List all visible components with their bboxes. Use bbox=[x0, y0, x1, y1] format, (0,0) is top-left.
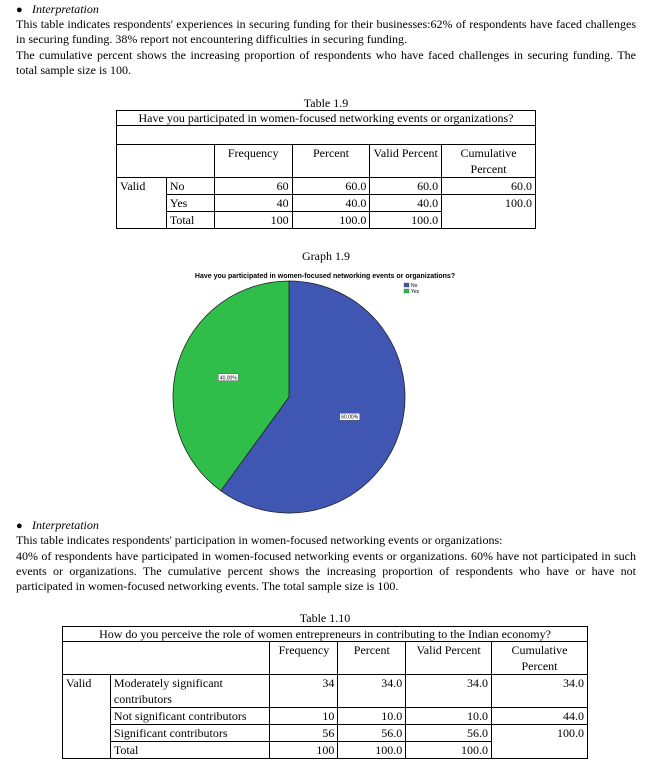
table110-valid-label: Valid bbox=[63, 675, 111, 708]
table19-valid-label: Valid bbox=[117, 178, 167, 195]
table-row: Total 100 100.0 100.0 bbox=[63, 742, 588, 759]
table110 bbox=[62, 626, 588, 759]
interpretation-bullet-2: ● Interpretation bbox=[16, 518, 99, 532]
section1-paragraph2: The cumulative percent shows the increasing proportion of respondents who have faced challenges in securing funding. The total sample size is 100. bbox=[16, 48, 636, 77]
table110-header-frequency: Frequency bbox=[270, 642, 338, 675]
table19-header-frequency: Frequency bbox=[214, 145, 292, 178]
table19-header-percent: Percent bbox=[292, 145, 370, 178]
pie-label-no: 60.00% bbox=[341, 414, 359, 421]
table-row: Yes 40 40.0 40.0 100.0 bbox=[117, 195, 536, 212]
interpretation-bullet-1: ● Interpretation bbox=[16, 2, 99, 16]
table110-caption: Table 1.10 bbox=[299, 611, 351, 625]
table19-question: Have you participated in women-focused networking events or organizations? bbox=[117, 111, 536, 126]
table19-header-cumulative-percent: Cumulative Percent bbox=[442, 145, 536, 178]
table110-question: How do you perceive the role of women entrepreneurs in contributing to the Indian economy? bbox=[63, 627, 588, 642]
bullet-icon: ● bbox=[16, 520, 23, 532]
table-row: Valid No 60 60.0 60.0 60.0 bbox=[117, 178, 536, 195]
table110-header-percent: Percent bbox=[338, 642, 406, 675]
table19 bbox=[116, 110, 536, 229]
chart-title: Have you participated in women-focused networking events or organizations? bbox=[194, 273, 456, 280]
legend-label-no: No bbox=[411, 283, 418, 289]
table19-caption: Table 1.9 bbox=[303, 96, 349, 110]
legend-swatch-no bbox=[404, 283, 409, 287]
table-row: Total 100 100.0 100.0 bbox=[117, 212, 536, 229]
graph19-caption: Graph 1.9 bbox=[302, 249, 350, 263]
table-row: Not significant contributors 10 10.0 10.0 44.0 bbox=[63, 708, 588, 725]
bullet-icon: ● bbox=[16, 4, 23, 16]
table-row: Valid Moderately significant contributors 34 34.0 34.0 34.0 bbox=[63, 675, 588, 708]
table19-header-valid-percent: Valid Percent bbox=[370, 145, 442, 178]
legend-swatch-yes bbox=[404, 289, 409, 293]
section1-paragraph1: This table indicates respondents' experiences in securing funding for their businesses:62% of respondents have faced challenges in securing funding. 38% report not encountering difficulties in securing funding. bbox=[16, 17, 636, 46]
pie-label-yes: 40.00% bbox=[219, 375, 237, 382]
legend bbox=[404, 283, 420, 295]
table-row: Significant contributors 56 56.0 56.0 100.0 bbox=[63, 725, 588, 742]
section2-paragraph2: 40% of respondents have participated in women-focused networking events or organizations. 60% have not participated in such events or organizations. The cumulative percent shows the increasing proportion of respondents who have or have not participated in women-focused networking events. The total sample size is 100. bbox=[16, 549, 636, 593]
legend-label-yes: Yes bbox=[411, 289, 420, 295]
table110-header-cumulative-percent: Cumulative Percent bbox=[492, 642, 588, 675]
pie-chart bbox=[160, 266, 500, 516]
table110-header-valid-percent: Valid Percent bbox=[406, 642, 492, 675]
section2-paragraph1: This table indicates respondents' participation in women-focused networking events or organizations: bbox=[16, 533, 503, 547]
